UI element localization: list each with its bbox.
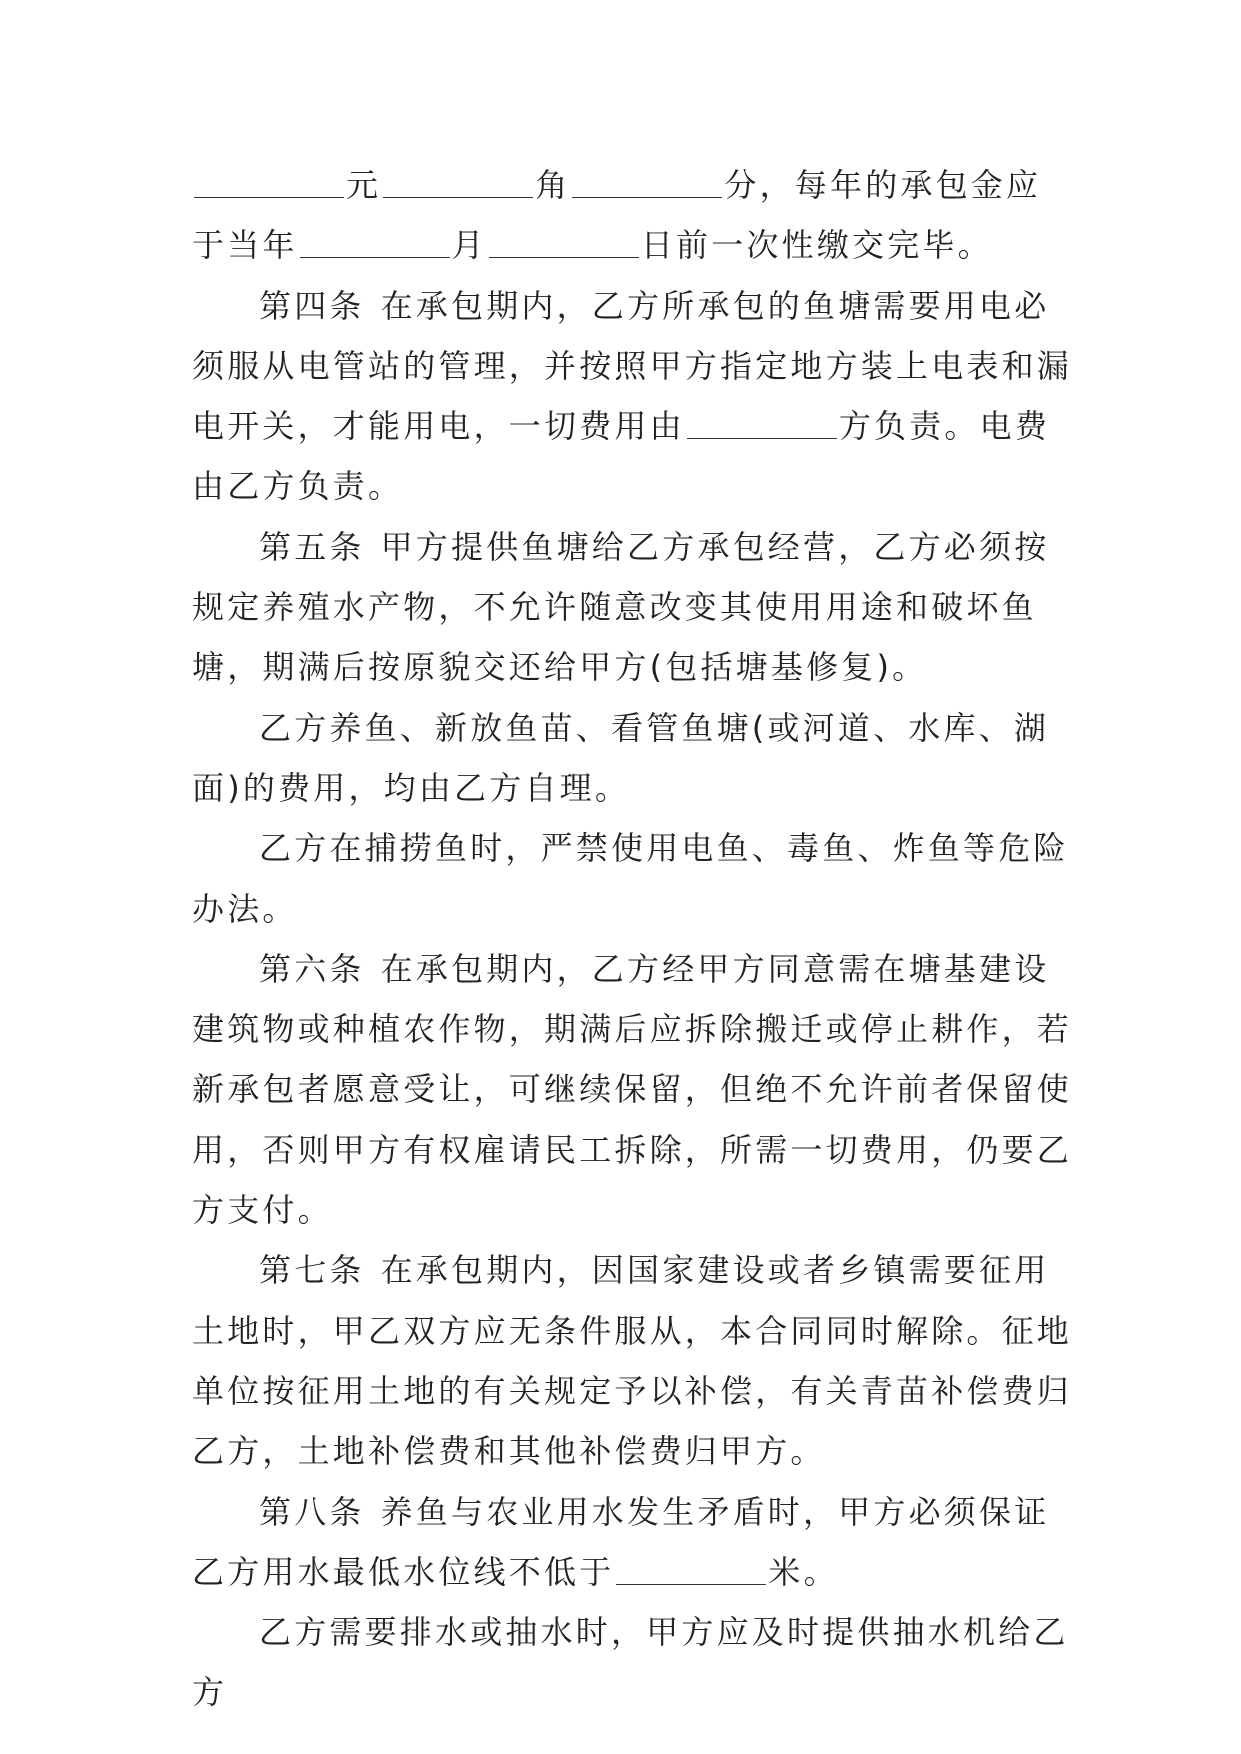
article-7-text: 在承包期内，因国家建设或者乡镇需要征用土地时，甲乙双方应无条件服从，本合同同时解除。征地单位按征用土地的有关规定予以补偿，有关青苗补偿费归乙方，土地补偿费和其他补偿费归甲方。 [192, 1251, 1073, 1471]
paragraph-fish-costs [192, 698, 1072, 819]
blank-day [489, 227, 639, 258]
text-jiao: 角 [535, 166, 571, 204]
article-6 [192, 939, 1072, 1240]
paragraph-drainage [192, 1602, 1072, 1723]
paragraph-fishing-ban [192, 818, 1072, 939]
blank-fen [572, 167, 722, 198]
drainage-text: 乙方需要排水或抽水时，甲方应及时提供抽水机给乙方 [192, 1613, 1069, 1712]
document-page [192, 155, 1072, 1723]
article-7-heading: 第七条 [259, 1251, 365, 1290]
article-4-text-end: 方负责。电费由乙方负责。 [192, 407, 1051, 506]
article-4-text: 在承包期内，乙方所承包的鱼塘需要用电必须服从电管站的管理，并按照甲方指定地方装上电表和漏电开关，才能用电，一切费用由 [192, 286, 1073, 446]
article-4 [192, 276, 1072, 517]
blank-yuan [194, 167, 344, 198]
paragraph-payment [192, 155, 1072, 276]
article-6-text: 在承包期内，乙方经甲方同意需在塘基建设建筑物或种植农作物，期满后应拆除搬迁或停止耕作，若新承包者愿意受让，可继续保留，但绝不允许前者保留使用，否则甲方有权雇请民工拆除，所需一切费用，仍要乙方支付。 [192, 949, 1073, 1230]
article-5-text: 甲方提供鱼塘给乙方承包经营，乙方必须按规定养殖水产物，不允许随意改变其使用用途和破坏鱼塘，期满后按原貌交还给甲方(包括塘基修复)。 [192, 527, 1050, 687]
text-yuan: 元 [346, 166, 382, 204]
blank-jiao [383, 167, 533, 198]
text-fen: 分，每年的承包金应于当年 [192, 166, 1042, 265]
text-day: 日前一次性缴交完毕。 [640, 226, 993, 265]
text-month: 月 [451, 226, 487, 265]
article-8-text: 养鱼与农业用水发生矛盾时，甲方必须保证乙方用水最低水位线不低于 [192, 1492, 1050, 1591]
article-7 [192, 1240, 1072, 1481]
article-6-heading: 第六条 [259, 949, 365, 988]
fish-costs-text: 乙方养鱼、新放鱼苗、看管鱼塘(或河道、水库、湖面)的费用，均由乙方自理。 [192, 708, 1050, 807]
blank-meters [616, 1554, 766, 1585]
blank-month [300, 227, 450, 258]
article-4-heading: 第四条 [259, 286, 365, 325]
article-8-text-end: 米。 [768, 1552, 839, 1591]
fishing-ban-text: 乙方在捕捞鱼时，严禁使用电鱼、毒鱼、炸鱼等危险办法。 [192, 829, 1069, 928]
article-8 [192, 1482, 1072, 1603]
article-8-heading: 第八条 [259, 1492, 365, 1531]
article-5 [192, 517, 1072, 698]
blank-party [687, 408, 837, 439]
article-5-heading: 第五条 [259, 527, 365, 566]
